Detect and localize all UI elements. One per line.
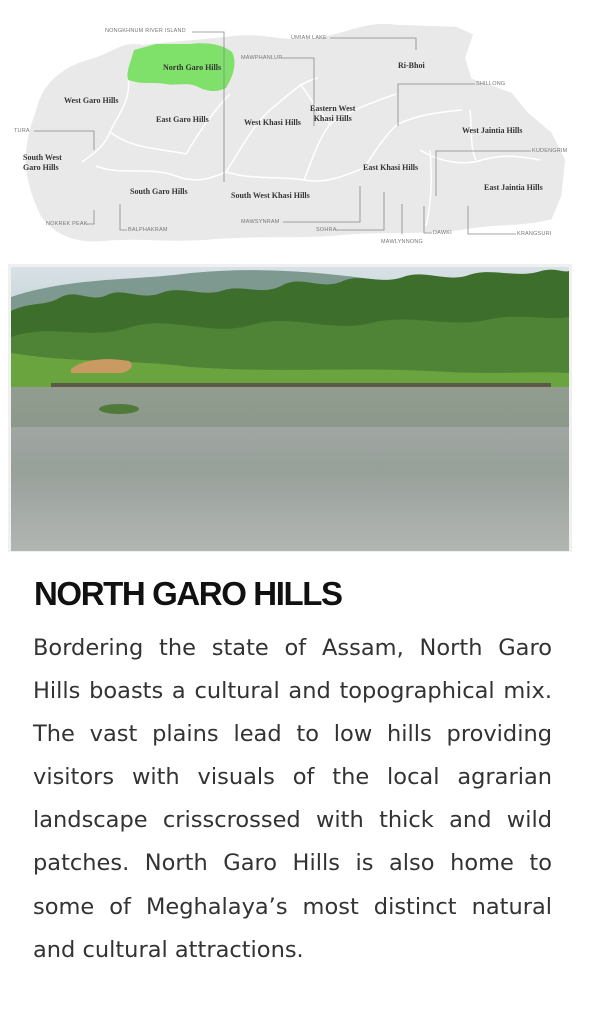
- map-place-umiam: UMIAM LAKE: [291, 35, 327, 41]
- map-label-west-garo-hills[interactable]: West Garo Hills: [64, 96, 119, 105]
- map-place-krangsuri: KRANGSURI: [517, 231, 552, 237]
- photo-illustration: [11, 267, 569, 551]
- map-place-nongkhnum: NONGKHNUM RIVER ISLAND: [105, 28, 186, 34]
- map-place-mawsynram: MAWSYNRAM: [241, 219, 280, 225]
- map-label-ri-bhoi[interactable]: Ri-Bhoi: [398, 61, 425, 70]
- map-place-mawlynnong: MAWLYNNONG: [381, 239, 424, 245]
- map-place-sohra: SOHRA: [316, 227, 337, 233]
- map-label-east-khasi-hills[interactable]: East Khasi Hills: [363, 163, 419, 172]
- map-label-north-garo-hills[interactable]: North Garo Hills: [163, 63, 222, 72]
- landscape-photo: [11, 267, 569, 551]
- map-place-balphakram: BALPHAKRAM: [128, 227, 168, 233]
- district-description: Bordering the state of Assam, North Garo Hills boasts a cultural and topographical mix. The vast plains lead to low hills providing visitors with visuals of the local agrarian landscape crisscrossed with thick and wild patches. North Garo Hills is also home to some of Meghalaya’s most distinct natural and cultural attractions.: [33, 635, 552, 963]
- map-label-south-west-khasi-hills[interactable]: South West Khasi Hills: [231, 191, 310, 200]
- map-label-west-khasi-hills[interactable]: West Khasi Hills: [244, 118, 301, 127]
- map-place-nokrek: NOKREK PEAK: [46, 221, 88, 227]
- photo-frame: [8, 264, 572, 552]
- map-label-east-jaintia-hills[interactable]: East Jaintia Hills: [484, 183, 543, 192]
- map-place-dawki: DAWKI: [433, 230, 452, 236]
- map-place-shillong: SHILLONG: [476, 81, 506, 87]
- map-place-tura: TURA: [14, 128, 30, 134]
- map-place-kudengrim: KUDENGRIM: [532, 148, 568, 154]
- map-label-west-jaintia-hills[interactable]: West Jaintia Hills: [462, 126, 523, 135]
- map-label-east-garo-hills[interactable]: East Garo Hills: [156, 115, 209, 124]
- reflection: [11, 387, 569, 427]
- map-label-south-west-garo-hills[interactable]: South West Garo Hills: [23, 153, 62, 172]
- bridge: [51, 383, 551, 387]
- small-islet: [99, 404, 139, 414]
- map-place-mawphanlur: MAWPHANLUR: [241, 55, 283, 61]
- map-label-south-garo-hills[interactable]: South Garo Hills: [130, 187, 188, 196]
- map-label-eastern-west-khasi-hills[interactable]: Eastern West Khasi Hills: [310, 104, 356, 123]
- meghalaya-district-map: [0, 0, 608, 262]
- district-title: NORTH GARO HILLS: [34, 575, 342, 612]
